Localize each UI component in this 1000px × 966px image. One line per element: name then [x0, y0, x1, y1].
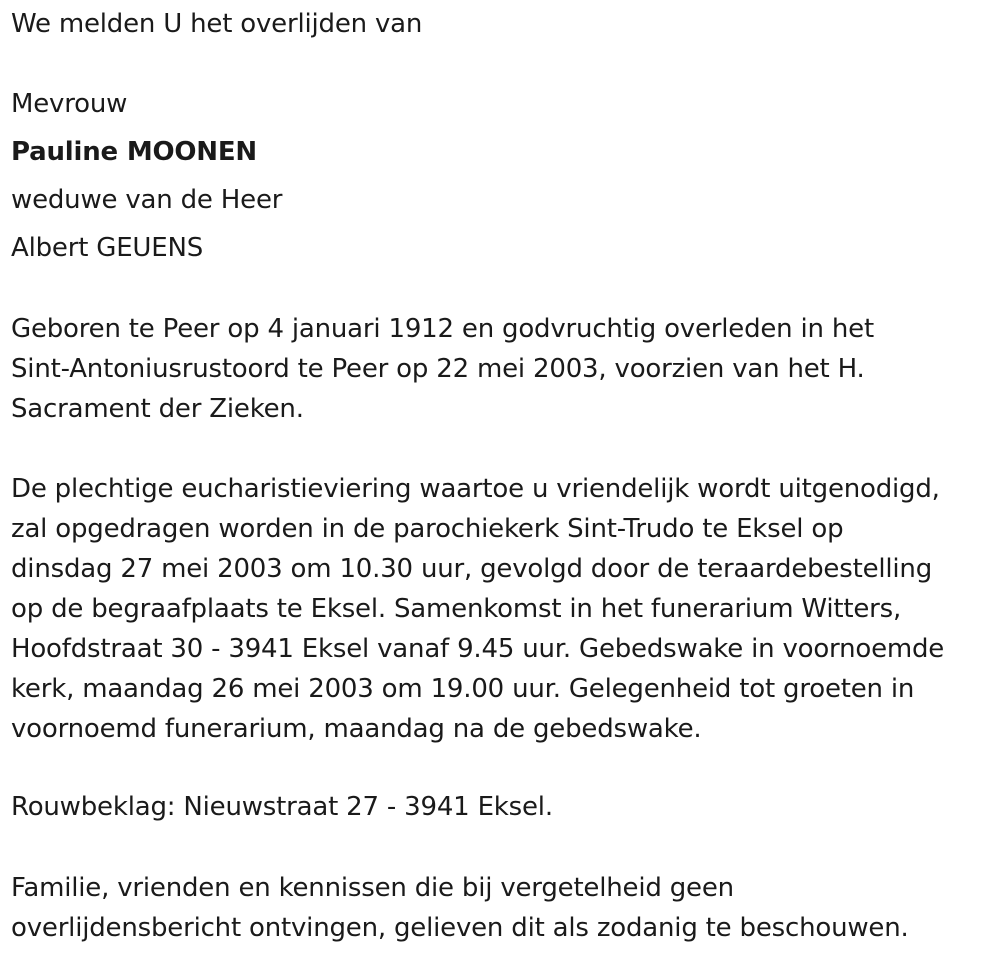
condolence-address: Rouwbeklag: Nieuwstraat 27 - 3941 Eksel.	[11, 792, 553, 822]
paragraph-line: op de begraafplaats te Eksel. Samenkomst in het funerarium Witters,	[11, 594, 902, 624]
widow-of-text: weduwe van de Heer	[11, 185, 283, 215]
salutation: Mevrouw	[11, 89, 128, 119]
paragraph-line: voornoemd funerarium, maandag na de gebedswake.	[11, 714, 702, 744]
paragraph-line: dinsdag 27 mei 2003 om 10.30 uur, gevolgd door de teraardebestelling	[11, 554, 933, 584]
deceased-name: Pauline MOONEN	[11, 137, 257, 167]
intro-text: We melden U het overlijden van	[11, 9, 423, 39]
birth-death-paragraph	[11, 309, 874, 429]
paragraph-line: zal opgedragen worden in de parochiekerk Sint-Trudo te Eksel op	[11, 514, 844, 544]
paragraph-line: De plechtige eucharistieviering waartoe u vriendelijk wordt uitgenodigd,	[11, 474, 940, 504]
paragraph-line: kerk, maandag 26 mei 2003 om 19.00 uur. Gelegenheid tot groeten in	[11, 674, 915, 704]
spouse-name: Albert GEUENS	[11, 233, 204, 263]
paragraph-line: Hoofdstraat 30 - 3941 Eksel vanaf 9.45 uur. Gebedswake in voornoemde	[11, 634, 945, 664]
paragraph-line: Sint-Antoniusrustoord te Peer op 22 mei 2003, voorzien van het H.	[11, 354, 865, 384]
paragraph-line: overlijdensbericht ontvingen, gelieven dit als zodanig te beschouwen.	[11, 913, 909, 943]
paragraph-line: Sacrament der Zieken.	[11, 394, 304, 424]
paragraph-line: Geboren te Peer op 4 januari 1912 en godvruchtig overleden in het	[11, 314, 874, 344]
paragraph-line: Familie, vrienden en kennissen die bij vergetelheid geen	[11, 873, 734, 903]
funeral-mass-paragraph	[11, 469, 944, 749]
family-notice-paragraph	[11, 868, 909, 948]
